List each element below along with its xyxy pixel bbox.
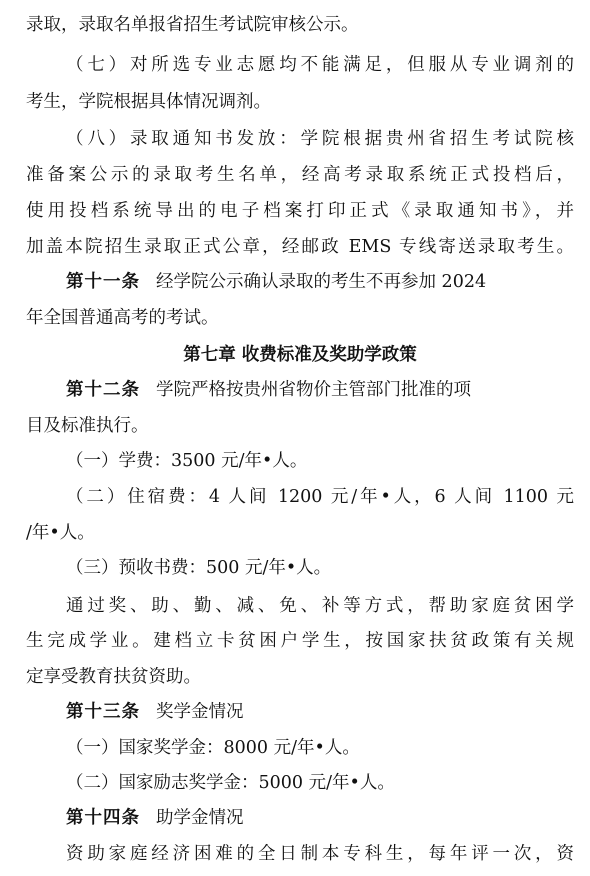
paragraph-line: 使用投档系统导出的电子档案打印正式《录取通知书》，并 bbox=[26, 201, 574, 221]
paragraph-line: /年•人。 bbox=[26, 523, 95, 543]
aid-paragraph: 通过奖、助、勤、减、免、补等方式，帮助家庭贫困学 bbox=[66, 596, 574, 616]
scholarship-national: （一）国家奖学金：8000 元/年•人。 bbox=[66, 738, 360, 758]
fee-books: （三）预收书费：500 元/年•人。 bbox=[66, 558, 332, 578]
article-thirteen bbox=[66, 695, 574, 729]
article-label: 第十三条 bbox=[66, 702, 140, 722]
paragraph-line: 准备案公示的录取考生名单，经高考录取系统正式投档后， bbox=[26, 165, 574, 185]
article-text: 助学金情况 bbox=[156, 808, 244, 828]
clause-seven: （七）对所选专业志愿均不能满足，但服从专业调剂的 bbox=[66, 55, 574, 75]
article-label: 第十一条 bbox=[66, 272, 140, 292]
chapter-heading: 第七章 收费标准及奖助学政策 bbox=[183, 345, 417, 365]
paragraph-line: 定享受教育扶贫资助。 bbox=[26, 667, 201, 687]
article-twelve bbox=[66, 373, 574, 407]
fee-tuition: （一）学费：3500 元/年•人。 bbox=[66, 451, 308, 471]
article-eleven bbox=[66, 265, 574, 299]
paragraph-line: 考生，学院根据具体情况调剂。 bbox=[26, 92, 271, 112]
article-text: 奖学金情况 bbox=[156, 702, 244, 722]
paragraph-line: 录取，录取名单报省招生考试院审核公示。 bbox=[26, 15, 359, 35]
article-text: 经学院公示确认录取的考生不再参加 2024 bbox=[156, 272, 487, 292]
clause-eight: （八）录取通知书发放：学院根据贵州省招生考试院核 bbox=[66, 129, 574, 149]
paragraph-line: 目及标准执行。 bbox=[26, 416, 149, 436]
paragraph-line: 生完成学业。建档立卡贫困户学生，按国家扶贫政策有关规 bbox=[26, 631, 574, 651]
scholarship-inspirational: （二）国家励志奖学金：5000 元/年•人。 bbox=[66, 773, 395, 793]
fee-dormitory: （二）住宿费：4 人间 1200 元/年•人，6 人间 1100 元 bbox=[66, 487, 574, 507]
article-label: 第十四条 bbox=[66, 808, 140, 828]
article-fourteen bbox=[66, 801, 574, 835]
paragraph-line: 年全国普通高考的考试。 bbox=[26, 308, 219, 328]
article-text: 学院严格按贵州省物价主管部门批准的项 bbox=[156, 380, 471, 400]
paragraph-line: 加盖本院招生录取正式公章，经邮政 EMS 专线寄送录取考生。 bbox=[26, 237, 574, 257]
article-label: 第十二条 bbox=[66, 380, 140, 400]
grant-paragraph: 资助家庭经济困难的全日制本专科生，每年评一次，资 bbox=[66, 844, 574, 864]
